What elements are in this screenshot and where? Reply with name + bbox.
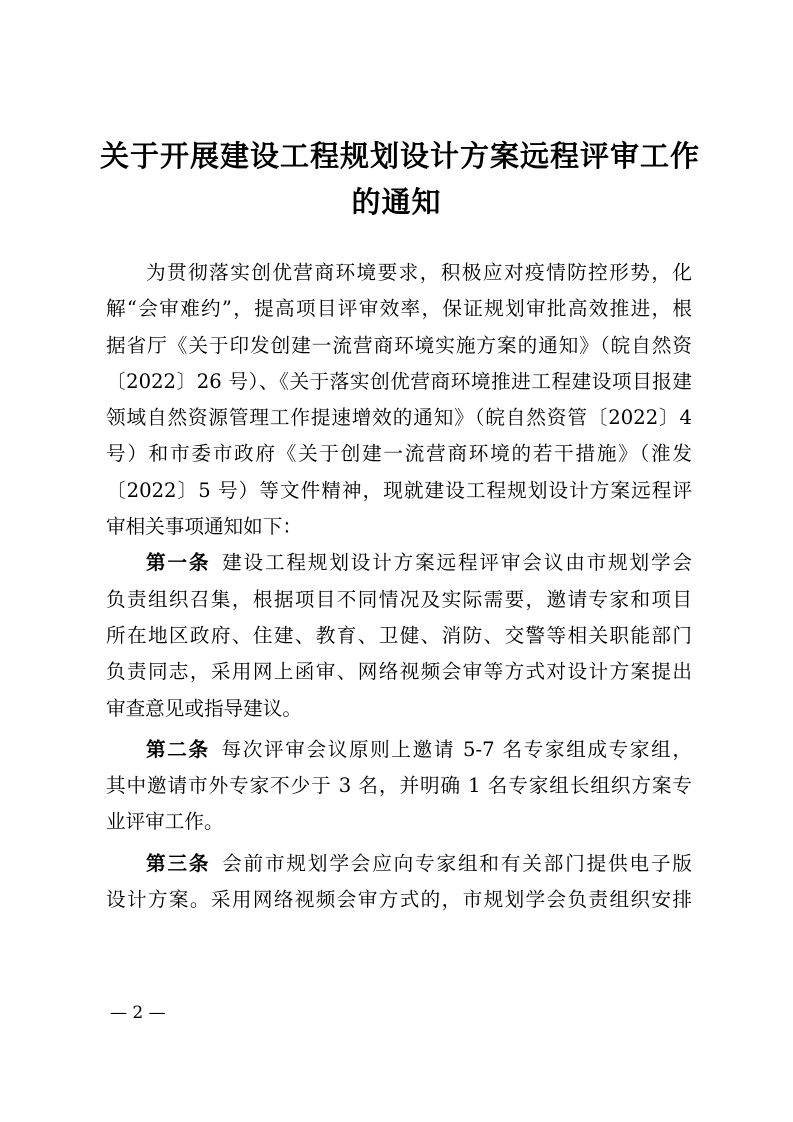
article-1-label: 第一条 xyxy=(146,551,211,575)
intro-line: 号）和市委市政府《关于创建一流营商环境的若干措施》（淮发 xyxy=(106,442,692,466)
article-2-line: 业评审工作。 xyxy=(106,810,224,834)
article-2-label: 第二条 xyxy=(146,737,210,761)
article-2-first-line xyxy=(106,732,692,768)
article-1-first-line xyxy=(106,545,692,581)
document-body xyxy=(106,255,692,918)
article-3-label: 第三条 xyxy=(146,851,211,875)
intro-line: 〔2022〕26 号）、《关于落实创优营商环境推进工程建设项目报建 xyxy=(106,369,692,393)
intro-line: 据省厅《关于印发创建一流营商环境实施方案的通知》（皖自然资 xyxy=(106,333,692,357)
title-line-1: 关于开展建设工程规划设计方案远程评审工作 xyxy=(100,139,701,173)
article-1-text: 建设工程规划设计方案远程评审会议由市规划学会 xyxy=(222,551,693,575)
intro-line: 为贯彻落实创优营商环境要求，积极应对疫情防控形势，化 xyxy=(146,261,692,284)
intro-line: 〔2022〕5 号）等文件精神，现就建设工程规划设计方案远程评 xyxy=(106,478,692,502)
article-2-line: 其中邀请市外专家不少于 3 名，并明确 1 名专家组长组织方案专 xyxy=(106,774,692,798)
document-title xyxy=(100,133,701,225)
article-3-text: 会前市规划学会应向专家组和有关部门提供电子版 xyxy=(222,851,693,875)
article-2-text: 每次评审会议原则上邀请 5-7 名专家组成专家组， xyxy=(221,737,692,761)
intro-line: 解“会审难约”，提高项目评审效率，保证规划审批高效推进，根 xyxy=(106,297,692,321)
article-1-line: 负责同志，采用网上函审、网络视频会审等方式对设计方案提出 xyxy=(106,660,692,684)
intro-line: 领域自然资源管理工作提速增效的通知》（皖自然资管〔2022〕4 xyxy=(106,406,692,430)
title-line-2: 的通知 xyxy=(351,185,442,219)
article-3-line: 设计方案。采用网络视频会审方式的，市规划学会负责组织安排 xyxy=(106,888,692,912)
page-number: — 2 — xyxy=(110,1003,166,1023)
article-1-line: 所在地区政府、住建、教育、卫健、消防、交警等相关职能部门 xyxy=(106,623,692,647)
intro-line: 审相关事项通知如下： xyxy=(106,515,302,539)
article-1-line: 负责组织召集，根据项目不同情况及实际需要，邀请专家和项目 xyxy=(106,587,692,611)
article-1-line: 审查意见或指导建议。 xyxy=(106,696,302,720)
article-3-first-line xyxy=(106,846,692,882)
